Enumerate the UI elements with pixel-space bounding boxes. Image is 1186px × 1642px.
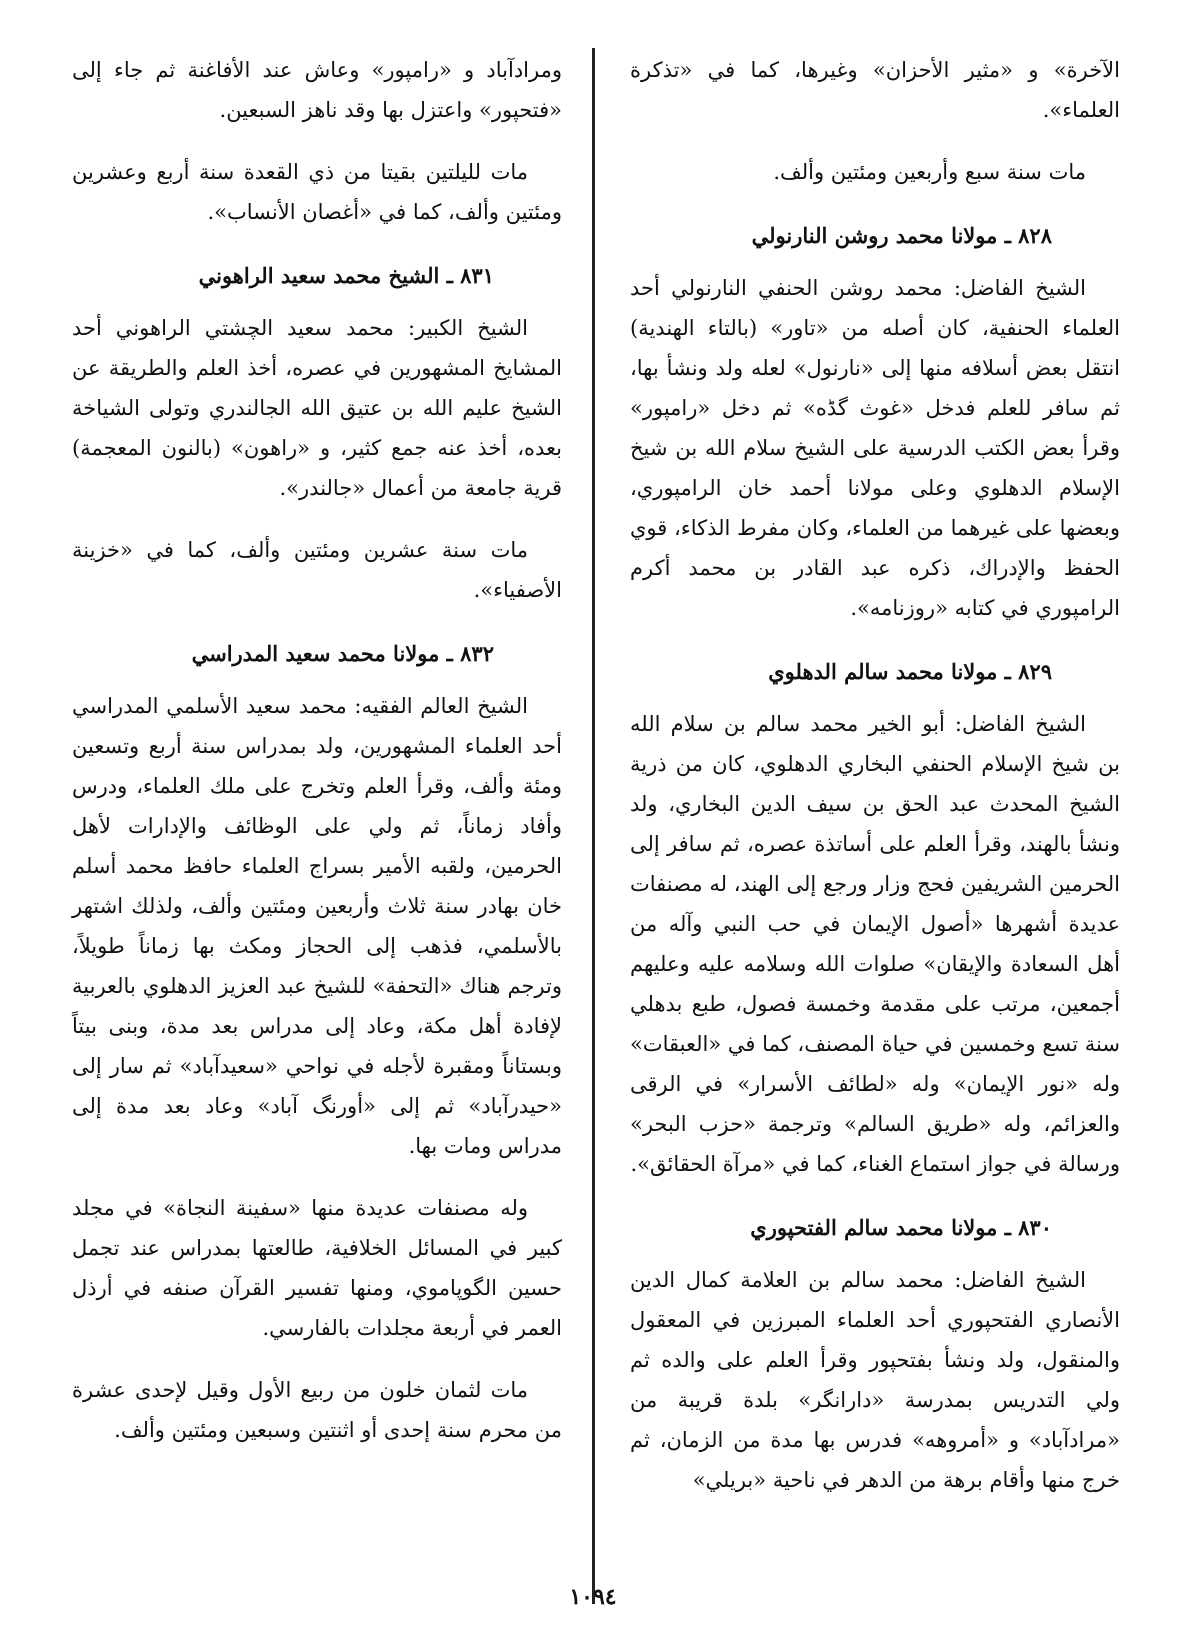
entry-832-heading: ٨٣٢ ـ مولانا محمد سعيد المدراسي <box>191 641 494 666</box>
entry-832-death-note: مات لثمان خلون من ربيع الأول وقيل لإحدى عشرة من محرم سنة إحدى أو اثنتين وسبعين ومئتين وألف. <box>72 1378 562 1442</box>
entry-832-body: الشيخ العالم الفقيه: محمد سعيد الأسلمي المدراسي أحد العلماء المشهورين، ولد بمدراس سنة أربع وتسعين ومئة وألف، وقرأ العلم وتخرج على ملك العلماء، ودرس وأفاد زماناً، ثم ولي على الوظائف والإدارات لأهل الحرمين، ولقبه الأمير بسراج العلماء حافظ محمد أسلم خان بهادر سنة ثلاث وأربعين ومئتين وألف، ولذلك اشتهر بالأسلمي، فذهب إلى الحجاز ومكث بها زماناً طويلاً، وترجم هناك «التحفة» للشيخ عبد العزيز الدهلوي بالعربية لإفادة أهل مكة، وعاد إلى مدراس بعد مدة، وبنى بيتاً وبستاناً ومقبرة لأجله في نواحي «سعيدآباد» ثم سار إلى «حيدرآباد» ثم إلى «أورنگ آباد» وعاد بعد مدة إلى مدراس ومات بها. <box>72 694 562 1158</box>
entry-831-death-note: مات سنة عشرين ومئتين وألف، كما في «خزينة الأصفياء». <box>72 538 562 602</box>
entry-829-heading: ٨٢٩ ـ مولانا محمد سالم الدهلوي <box>768 659 1052 684</box>
continued-paragraph: ومرادآباد و «رامپور» وعاش عند الأفاغنة ثم جاء إلى «فتحپور» واعتزل بها وقد ناهز السبعين. <box>72 58 562 122</box>
entry-828-body: الشيخ الفاضل: محمد روشن الحنفي النارنولي أحد العلماء الحنفية، كان أصله من «تاور» (بالتاء الهندية) انتقل بعض أسلافه منها إلى «نارنول» لعله ولد ونشأ بها، ثم سافر للعلم فدخل «غوث گڈه» ثم دخل «رامپور» وقرأ بعض الكتب الدرسية على الشيخ سلام الله بن شيخ الإسلام الدهلوي وعلى مولانا أحمد خان الرامپوري، وبعضها على غيرهما من العلماء، وكان مفرط الذكاء، قوي الحفظ والإدراك، ذكره عبد القادر بن محمد أكرم الرامپوري في كتابه «روزنامه». <box>630 276 1120 620</box>
page-number: ١٠٩٤ <box>569 1584 617 1610</box>
entry-830-body: الشيخ الفاضل: محمد سالم بن العلامة كمال الدين الأنصاري الفتحپوري أحد العلماء المبرزين في المعقول والمنقول، ولد ونشأ بفتحپور وقرأ العلم على والده ثم ولي التدريس بمدرسة «دارانگر» بلدة قريبة من «مرادآباد» و «أمروهه» فدرس بها مدة من الزمان، ثم خرج منها وأقام برهة من الدهر في ناحية «بريلي» <box>630 1268 1120 1492</box>
right-column <box>630 50 1120 1522</box>
entry-830-heading: ٨٣٠ ـ مولانا محمد سالم الفتحپوري <box>750 1215 1052 1240</box>
entry-832-works: وله مصنفات عديدة منها «سفينة النجاة» في مجلد كبير في المسائل الخلافية، طالعتها بمدراس عند تجمل حسين الگوپاموي، ومنها تفسير القرآن صنفه في أرذل العمر في أربعة مجلدات بالفارسي. <box>72 1196 562 1340</box>
entry-831-body: الشيخ الكبير: محمد سعيد الچشتي الراهوني أحد المشايخ المشهورين في عصره، أخذ العلم والطريقة عن الشيخ عليم الله بن عتيق الله الجالندري وتولى الشياخة بعده، أخذ عنه جمع كثير، و «راهون» (بالنون المعجمة) قرية جامعة من أعمال «جالندر». <box>72 316 562 500</box>
entry-831-heading: ٨٣١ ـ الشيخ محمد سعيد الراهوني <box>198 263 494 288</box>
death-note: مات لليلتين بقيتا من ذي القعدة سنة أربع وعشرين ومئتين وألف، كما في «أغصان الأنساب». <box>72 160 562 224</box>
death-note: مات سنة سبع وأربعين ومئتين وألف. <box>773 160 1086 184</box>
continued-paragraph: الآخرة» و «مثير الأحزان» وغيرها، كما في «تذكرة العلماء». <box>630 58 1120 122</box>
entry-828-heading: ٨٢٨ ـ مولانا محمد روشن النارنولي <box>751 223 1052 248</box>
left-column <box>72 50 562 1472</box>
column-divider <box>592 48 595 1604</box>
entry-829-body: الشيخ الفاضل: أبو الخير محمد سالم بن سلام الله بن شيخ الإسلام الحنفي البخاري الدهلوي، كان من ذرية الشيخ المحدث عبد الحق بن سيف الدين البخاري، ولد ونشأ بالهند، وقرأ العلم على أساتذة عصره، ثم سافر إلى الحرمين الشريفين فحج وزار ورجع إلى الهند، له مصنفات عديدة أشهرها «أصول الإيمان في حب النبي وآله من أهل السعادة والإيقان» صلوات الله وسلامه عليه وعليهم أجمعين، مرتب على مقدمة وخمسة فصول، طبع بدهلي سنة تسع وخمسين في حياة المصنف، كما في «العبقات» وله «نور الإيمان» وله «لطائف الأسرار» في الرقى والعزائم، وله «طريق السالم» وترجمة «حزب البحر» ورسالة في جواز استماع الغناء، كما في «مرآة الحقائق». <box>630 712 1120 1176</box>
